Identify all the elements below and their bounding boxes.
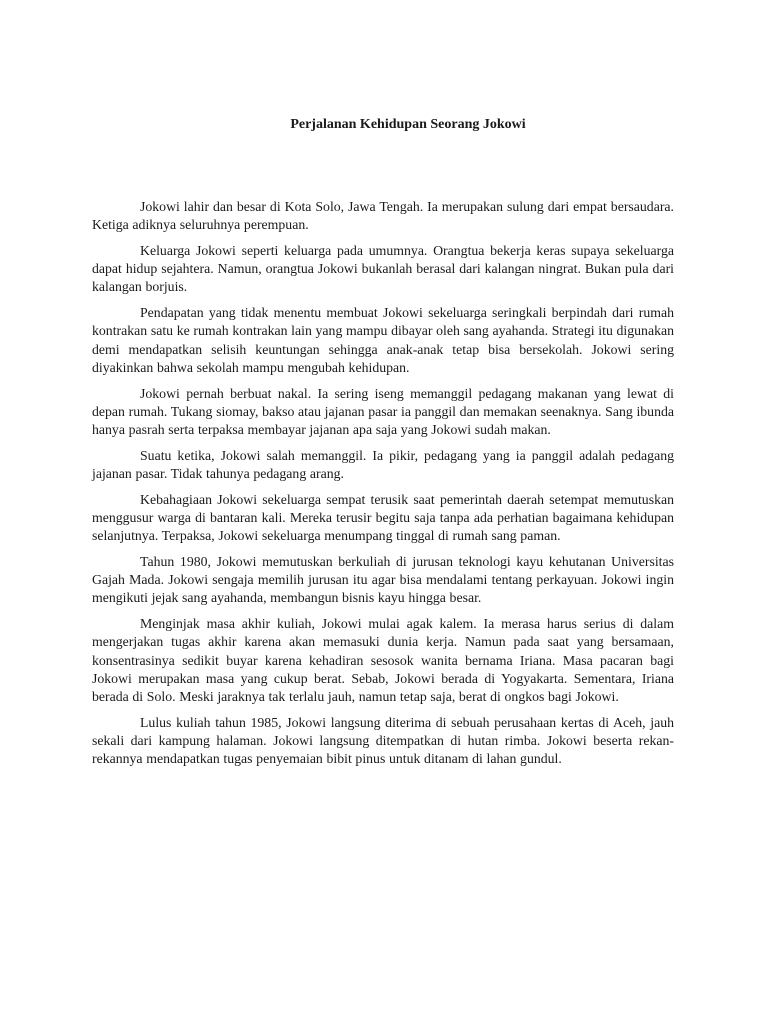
paragraph: Suatu ketika, Jokowi salah memanggil. Ia pikir, pedagang yang ia panggil adalah pedagang jajanan pasar. Tidak tahunya pedagang arang. bbox=[92, 447, 674, 482]
document-body bbox=[92, 198, 674, 776]
paragraph: Kebahagiaan Jokowi sekeluarga sempat terusik saat pemerintah daerah setempat memutuskan menggusur warga di bantaran kali. Mereka terusir begitu saja tanpa ada perhatian bagaimana kehidupan selanjutnya. Terpaksa, Jokowi sekeluarga menumpang tinggal di rumah sang paman. bbox=[92, 491, 674, 544]
paragraph: Tahun 1980, Jokowi memutuskan berkuliah di jurusan teknologi kayu kehutanan Universitas Gajah Mada. Jokowi sengaja memilih jurusan itu agar bisa mendalami tentang perkayuan. Jokowi ingin mengikuti jejak sang ayahanda, membangun bisnis kayu hingga besar. bbox=[92, 554, 674, 606]
document-title: Perjalanan Kehidupan Seorang Jokowi bbox=[290, 117, 526, 132]
paragraph: Lulus kuliah tahun 1985, Jokowi langsung diterima di sebuah perusahaan kertas di Aceh, jauh sekali dari kampung halaman. Jokowi langsung ditempatkan di hutan rimba. Jokowi beserta rekan-rekannya mendapatkan tugas penyemaian bibit pinus untuk ditanam di lahan gundul. bbox=[92, 714, 674, 767]
paragraph: Jokowi lahir dan besar di Kota Solo, Jawa Tengah. Ia merupakan sulung dari empat bersaudara. Ketiga adiknya seluruhnya perempuan. bbox=[92, 199, 674, 233]
paragraph: Jokowi pernah berbuat nakal. Ia sering iseng memanggil pedagang makanan yang lewat di depan rumah. Tukang siomay, bakso atau jajanan pasar ia panggil dan memakan seenaknya. Sang ibunda hanya pasrah serta terpaksa membayar jajanan apa saja yang Jokowi sudah makan. bbox=[92, 385, 674, 438]
paragraph: Menginjak masa akhir kuliah, Jokowi mulai agak kalem. Ia merasa harus serius di dalam mengerjakan tugas akhir karena akan memasuki dunia kerja. Namun pada saat yang bersamaan, konsentrasinya sedikit buyar karena kehadiran sesosok wanita bernama Iriana. Masa pacaran bagi Jokowi merupakan masa yang cukup berat. Sebab, Jokowi berada di Yogyakarta. Sementara, Iriana berada di Solo. Meski jaraknya tak terlalu jauh, namun tetap saja, berat di ongkos bagi Jokowi. bbox=[92, 616, 674, 705]
paragraph: Keluarga Jokowi seperti keluarga pada umumnya. Orangtua bekerja keras supaya sekeluarga dapat hidup sejahtera. Namun, orangtua Jokowi bukanlah berasal dari kalangan ningrat. Bukan pula dari kalangan borjuis. bbox=[92, 243, 674, 295]
paragraph: Pendapatan yang tidak menentu membuat Jokowi sekeluarga seringkali berpindah dari rumah kontrakan satu ke rumah kontrakan lain yang mampu dibayar oleh sang ayahanda. Strategi itu digunakan demi mendapatkan selisih keuntungan sehingga anak-anak tetap bisa bersekolah. Jokowi sering diyakinkan bahwa sekolah mampu mengubah kehidupan. bbox=[92, 305, 674, 375]
